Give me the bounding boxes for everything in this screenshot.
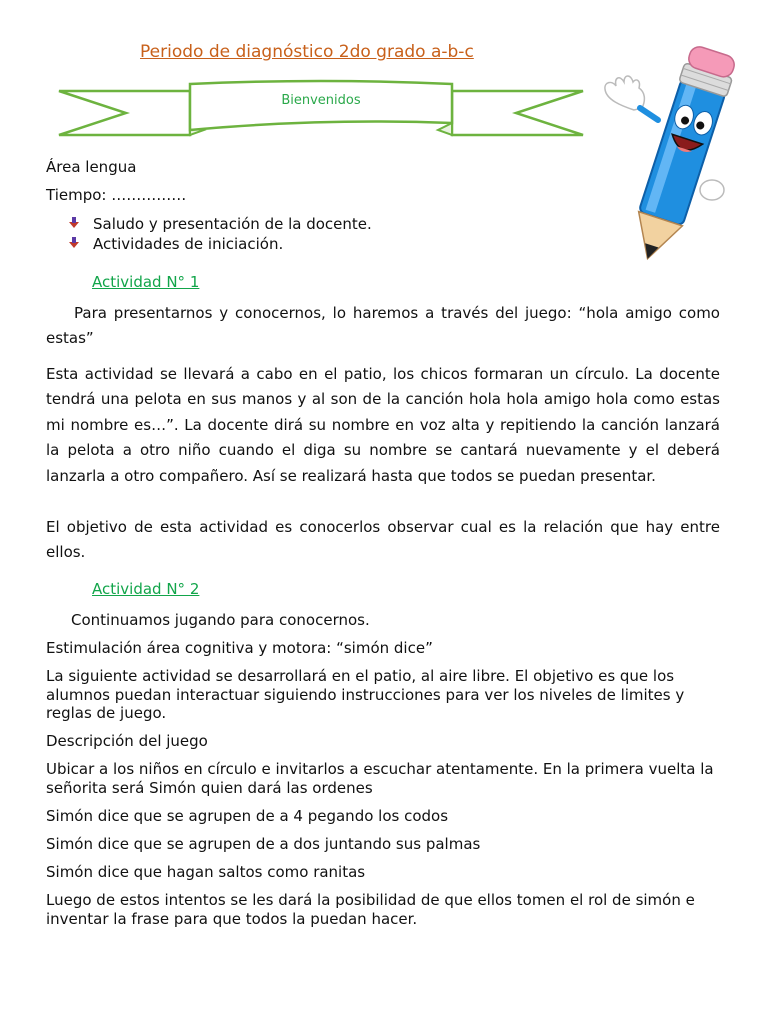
activity-2-description-heading: Descripción del juego: [46, 732, 208, 750]
area-label: Área lengua: [46, 158, 137, 176]
activity-2-objective: La siguiente actividad se desarrollará en el patio, al aire libre. El objetivo es que los alumnos puedan interactuar siguiendo instrucciones para ver los niveles de limites y reglas de juego.: [46, 667, 685, 722]
welcome-banner: [56, 78, 586, 140]
tiempo-label: Tiempo: ……………: [46, 186, 187, 204]
simon-instruction-1: Simón dice que se agrupen de a 4 pegando los codos: [46, 807, 449, 825]
list-item: [68, 234, 372, 254]
activity-1-paragraph-1: Para presentarnos y conocernos, lo haremos a través del juego: “hola amigo como estas”: [46, 304, 720, 348]
activity-1-paragraph-3: El objetivo de esta actividad es conocerlos observar cual es la relación que hay entre ellos.: [46, 518, 720, 562]
activity-2-description: Ubicar a los niños en círculo e invitarlos a escuchar atentamente. En la primera vuelta la señorita será Simón quien dará las ordenes: [46, 760, 714, 797]
pencil-mascot-illustration: [600, 42, 750, 272]
activity-2-intro: Continuamos jugando para conocernos.: [71, 611, 370, 629]
banner-text: Bienvenidos: [281, 93, 361, 108]
activity-2-subtitle: Estimulación área cognitiva y motora: “simón dice”: [46, 639, 433, 657]
activity-2-title: Actividad N° 2: [92, 580, 200, 598]
bullet-list: [68, 214, 372, 254]
bullet-text: Saludo y presentación de la docente.: [93, 215, 372, 233]
simon-instruction-2: Simón dice que se agrupen de a dos juntando sus palmas: [46, 835, 481, 853]
bullet-text: Actividades de iniciación.: [93, 235, 284, 253]
bullet-arrow-icon: [68, 234, 93, 254]
bullet-arrow-icon: [68, 214, 93, 234]
page-title: Periodo de diagnóstico 2do grado a-b-c: [140, 42, 474, 62]
activity-2-closing: Luego de estos intentos se les dará la posibilidad de que ellos tomen el rol de simón e inventar la frase para que todos la puedan hacer.: [46, 891, 695, 928]
activity-1-paragraph-2: Esta actividad se llevará a cabo en el patio, los chicos formaran un círculo. La docente tendrá una pelota en sus manos y al son de la canción hola hola amigo hola como estas mi nombre es…”. La docente dirá su nombre en voz alta y repitiendo la canción lanzará la pelota a otro niño cuando el diga su nombre se cantará nuevamente y el deberá lanzarla a otro compañero. Así se realizará hasta que todos se puedan presentar.: [46, 365, 720, 485]
simon-instruction-3: Simón dice que hagan saltos como ranitas: [46, 863, 366, 881]
list-item: [68, 214, 372, 234]
activity-1-title: Actividad N° 1: [92, 273, 200, 291]
